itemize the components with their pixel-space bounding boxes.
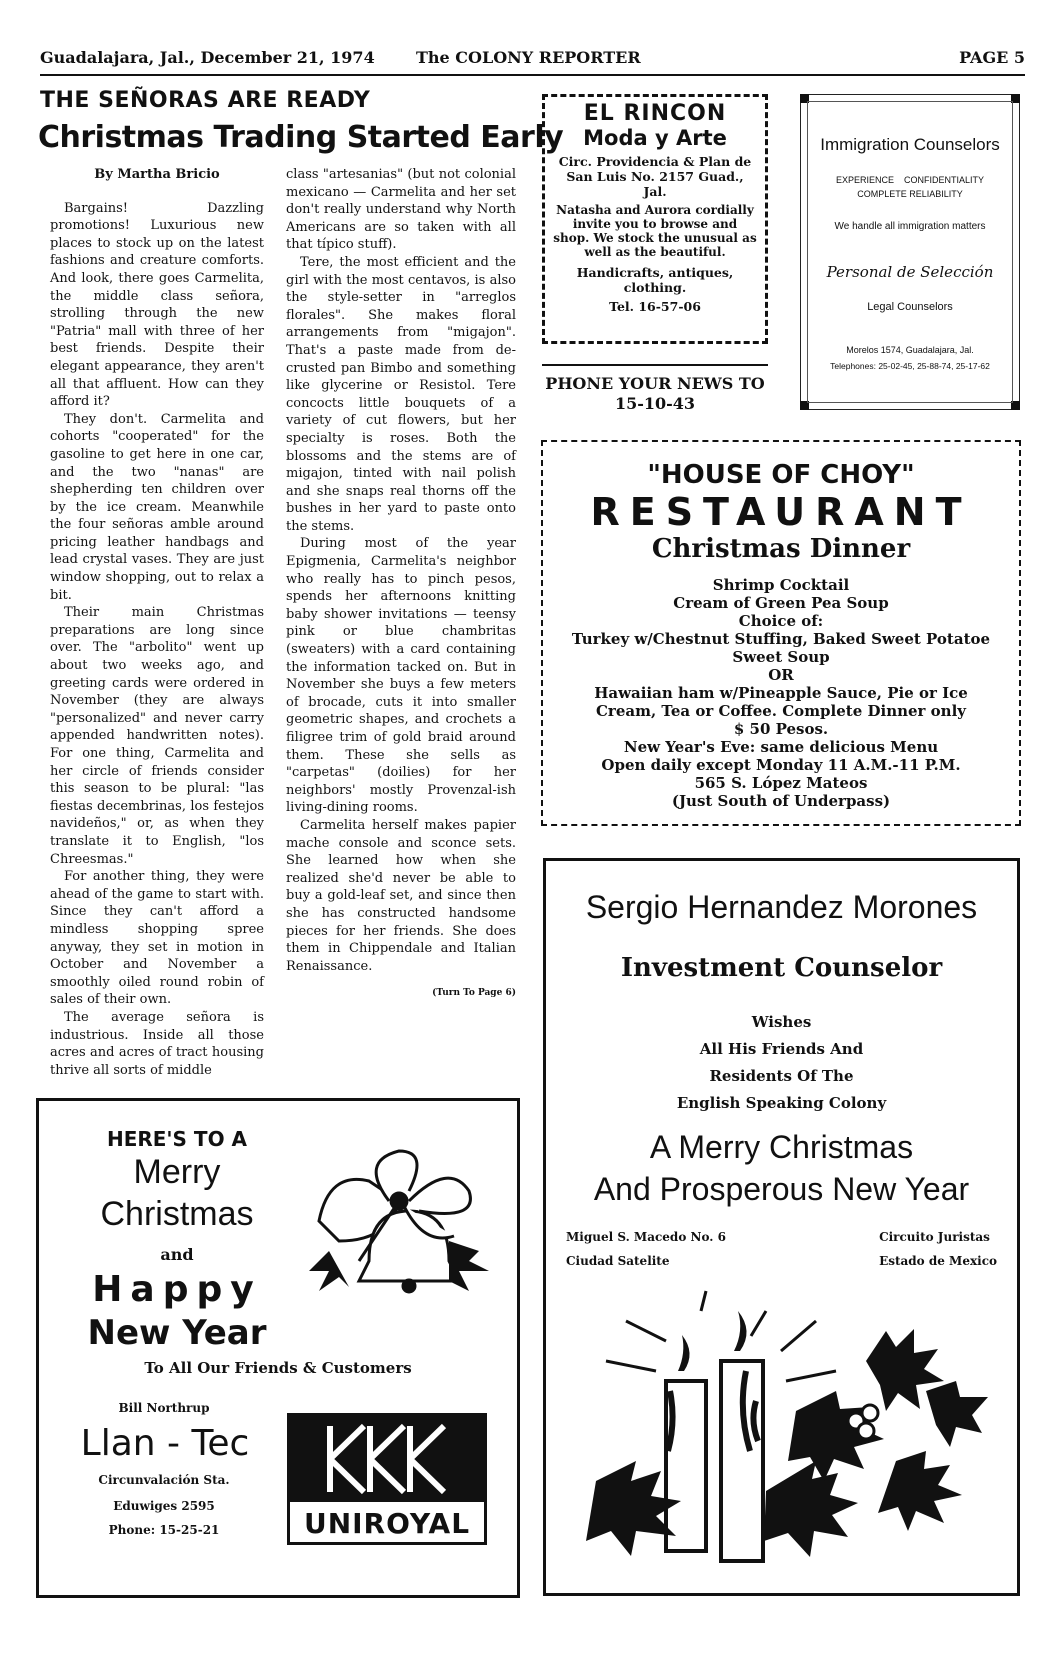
article-column-2: [286, 166, 516, 1003]
immigration-qualities: EXPERIENCE CONFIDENTIALITY: [835, 175, 985, 185]
dateline: Guadalajara, Jal., December 21, 1974: [40, 48, 375, 67]
rincon-tel: Tel. 16-57-06: [609, 299, 701, 314]
menu-line: Shrimp Cocktail: [712, 576, 850, 594]
friends-customers: To All Our Friends & Customers: [144, 1359, 412, 1377]
menu-line: Hawaiian ham w/Pineapple Sauce, Pie or Ice: [594, 684, 968, 702]
brand-logo: Llan - Tec: [80, 1423, 250, 1464]
choy-name: "HOUSE OF CHOY": [647, 460, 915, 490]
wishes-line: English Speaking Colony: [676, 1094, 887, 1112]
and: and: [160, 1245, 194, 1264]
uniroyal-logo: [287, 1413, 487, 1545]
rincon-subtitle: Moda y Arte: [583, 126, 727, 150]
byline: By Martha Bricio: [94, 167, 220, 182]
choy-restaurant: RESTAURANT: [590, 490, 972, 534]
page-number: PAGE 5: [959, 48, 1025, 67]
paragraph: During most of the year Epigmenia, Carmelita's neighbor who really has to pinch pesos, spends her afternoons knitting baby shower invitations — teensy pink or blue chambritas (sweaters) with a card containing the information tacked on. But in November she buys a few meters of brocade, cuts it into smaller geometric shapes, and crochets a filigree trim of gold braid around them. These she sells as "carpetas" (doilies) for her neighbors' mostly Provenzal-ish living-dining rooms.: [286, 536, 516, 816]
paragraph: Tere, the most efficient and the girl with the most centavos, is also the style-setter in "arreglos florales". She makes floral arrangements from "migajon". That's a paste made from de-crusted pan Bimbo and something like glycerine or Resistol. Tere concocts little bouquets of a variety of cut flowers, but her specialty is roses. Both the blossoms and the stems are of migajon, tinted with nail polish and she snaps real thorns off the bushes in her yard to paste onto the stems.: [286, 254, 516, 534]
sergio-ad: [543, 858, 1020, 1596]
candles-holly-illustration: [566, 1281, 996, 1581]
menu-line: 565 S. López Mateos: [694, 774, 868, 792]
heres-to-a: HERE'S TO A: [106, 1127, 248, 1151]
rincon-title: EL RINCON: [583, 101, 727, 126]
wishes-line: All His Friends And: [699, 1040, 864, 1058]
rincon-invite: Natasha and Aurora cordially invite you to browse and shop. We stock the unusual as well as the beautiful.: [553, 203, 757, 259]
merry: Merry: [133, 1153, 221, 1191]
paragraph: Their main Christmas preparations are long since over. The "arbolito" went up about two weeks ago, and greeting cards were ordered in November (they are always "personalized" and never carry appended handwritten notes). For one thing, Carmelita and her circle of friends consider this season to be plural: "las fiestas decembrinas, los festejos navideños," or, as when they translate it to English, "los Chreesmas.": [50, 605, 264, 867]
masthead: The COLONY REPORTER: [416, 48, 641, 67]
street: Circunvalación Sta.: [98, 1473, 230, 1487]
paragraph: The average señora is industrious. Inside all those acres and acres of tract housing thrive all sorts of middle: [50, 1009, 264, 1078]
candles-holly-icon: [566, 1281, 996, 1581]
choy-menu: [543, 576, 1019, 810]
phone-news: PHONE YOUR NEWS TO 15-10-43: [542, 364, 768, 414]
menu-line: Open daily except Monday 11 A.M.-11 P.M.: [601, 756, 961, 774]
immigration-reliability: COMPLETE RELIABILITY: [857, 189, 963, 199]
menu-line: Cream of Green Pea Soup: [673, 594, 889, 612]
address-line: Circuito Juristas: [879, 1230, 990, 1244]
greeting-line-1: A Merry Christmas: [649, 1129, 914, 1165]
menu-line: OR: [768, 666, 794, 684]
menu-line: Sweet Soup: [732, 648, 830, 666]
page-header: [40, 44, 1025, 76]
sergio-role: Investment Counselor: [620, 953, 943, 983]
address-left: [566, 1225, 726, 1273]
uniroyal-mark-icon: [290, 1416, 484, 1502]
immigration-signature: Personal de Selección: [826, 263, 994, 281]
menu-line: Turkey w/Chestnut Stuffing, Baked Sweet Potatoe: [571, 630, 991, 648]
immigration-legal: Legal Counselors: [867, 301, 953, 313]
rincon-goods: Handicrafts, antiques, clothing.: [576, 265, 734, 295]
menu-line: $ 50 Pesos.: [733, 720, 829, 738]
menu-line: (Just South of Underpass): [671, 792, 891, 810]
sergio-wishes: [546, 1009, 1017, 1117]
bells-illustration: [299, 1141, 499, 1311]
immigration-address: Morelos 1574, Guadalajara, Jal.: [846, 345, 974, 355]
address-line: Ciudad Satelite: [566, 1254, 670, 1268]
address-line: Miguel S. Macedo No. 6: [566, 1230, 726, 1244]
happy: Happy: [92, 1269, 262, 1310]
paragraph: They don't. Carmelita and cohorts "cooperated" for the gasoline to get here in one car, and the two "nanas" are shepherding ten children over by the ice cream. Meanwhile the four señoras amble around pricing leather handbags and lead crystal vases. They are just window shopping, out to relax a bit.: [50, 411, 264, 603]
paragraph: class "artesanias" (but not colonial mexicano — Carmelita and her set don't really understand why North Americans are so taken with all that típico stuff).: [286, 167, 516, 253]
uniroyal-text: UNIROYAL: [303, 1507, 471, 1540]
menu-line: Choice of:: [738, 612, 824, 630]
article-kicker: THE SEÑORAS ARE READY: [40, 88, 371, 113]
bells-icon: [299, 1141, 499, 1311]
immigration-ad: [800, 94, 1020, 410]
new-year: New Year: [87, 1313, 267, 1353]
owner: Bill Northrup: [118, 1401, 210, 1415]
paragraph: For another thing, they were ahead of the game to start with. Since they can't afford a mindless shopping spree anyway, they set in motion in October and November a smoothly oiled round robin of sales of their own.: [50, 869, 264, 1008]
rincon-address: Circ. Providencia & Plan de San Luis No. 2157 Guad., Jal.: [558, 154, 752, 199]
house-of-choy-ad: [541, 440, 1021, 826]
address-line: Estado de Mexico: [879, 1254, 997, 1268]
wishes-line: Wishes: [751, 1013, 812, 1031]
llantec-ad: [36, 1098, 520, 1598]
menu-line: New Year's Eve: same delicious Menu: [623, 738, 939, 756]
greeting-line-2: And Prosperous New Year: [593, 1171, 970, 1207]
el-rincon-ad: [542, 94, 768, 344]
paragraph: Carmelita herself makes papier mache console and sconce sets. She learned how when she realized she'd never be able to buy a gold-leaf set, and since then she has constructed handsome pieces for her friends. She does them in Chippendale and Italian Renaissance.: [286, 817, 516, 974]
immigration-phones: Telephones: 25-02-45, 25-88-74, 25-17-62: [830, 361, 990, 371]
menu-line: Cream, Tea or Coffee. Complete Dinner only: [595, 702, 966, 720]
paragraph: Bargains! Dazzling promotions! Luxurious new places to stock up on the latest fashions and creature comforts. And look, there goes Carmelita, the middle class señora, strolling through the new "Patria" mall with three of her best friends. Despite their elegant appearance, they aren't all that affluent. How can they afford it?: [50, 200, 264, 410]
immigration-title: Immigration Counselors: [820, 135, 1000, 154]
wishes-line: Residents Of The: [709, 1067, 854, 1085]
christmas: Christmas: [100, 1195, 254, 1233]
article-headline: Christmas Trading Started Early: [38, 120, 564, 155]
turn-to-page[interactable]: (Turn To Page 6): [432, 988, 516, 999]
choy-dinner: Christmas Dinner: [651, 534, 911, 564]
immigration-handle: We handle all immigration matters: [834, 221, 986, 232]
phone: Phone: 15-25-21: [108, 1523, 220, 1537]
address-right: [879, 1225, 997, 1273]
article-column-1: [50, 166, 264, 1079]
sergio-name: Sergio Hernandez Morones: [585, 889, 978, 925]
address: Eduwiges 2595: [113, 1499, 215, 1513]
